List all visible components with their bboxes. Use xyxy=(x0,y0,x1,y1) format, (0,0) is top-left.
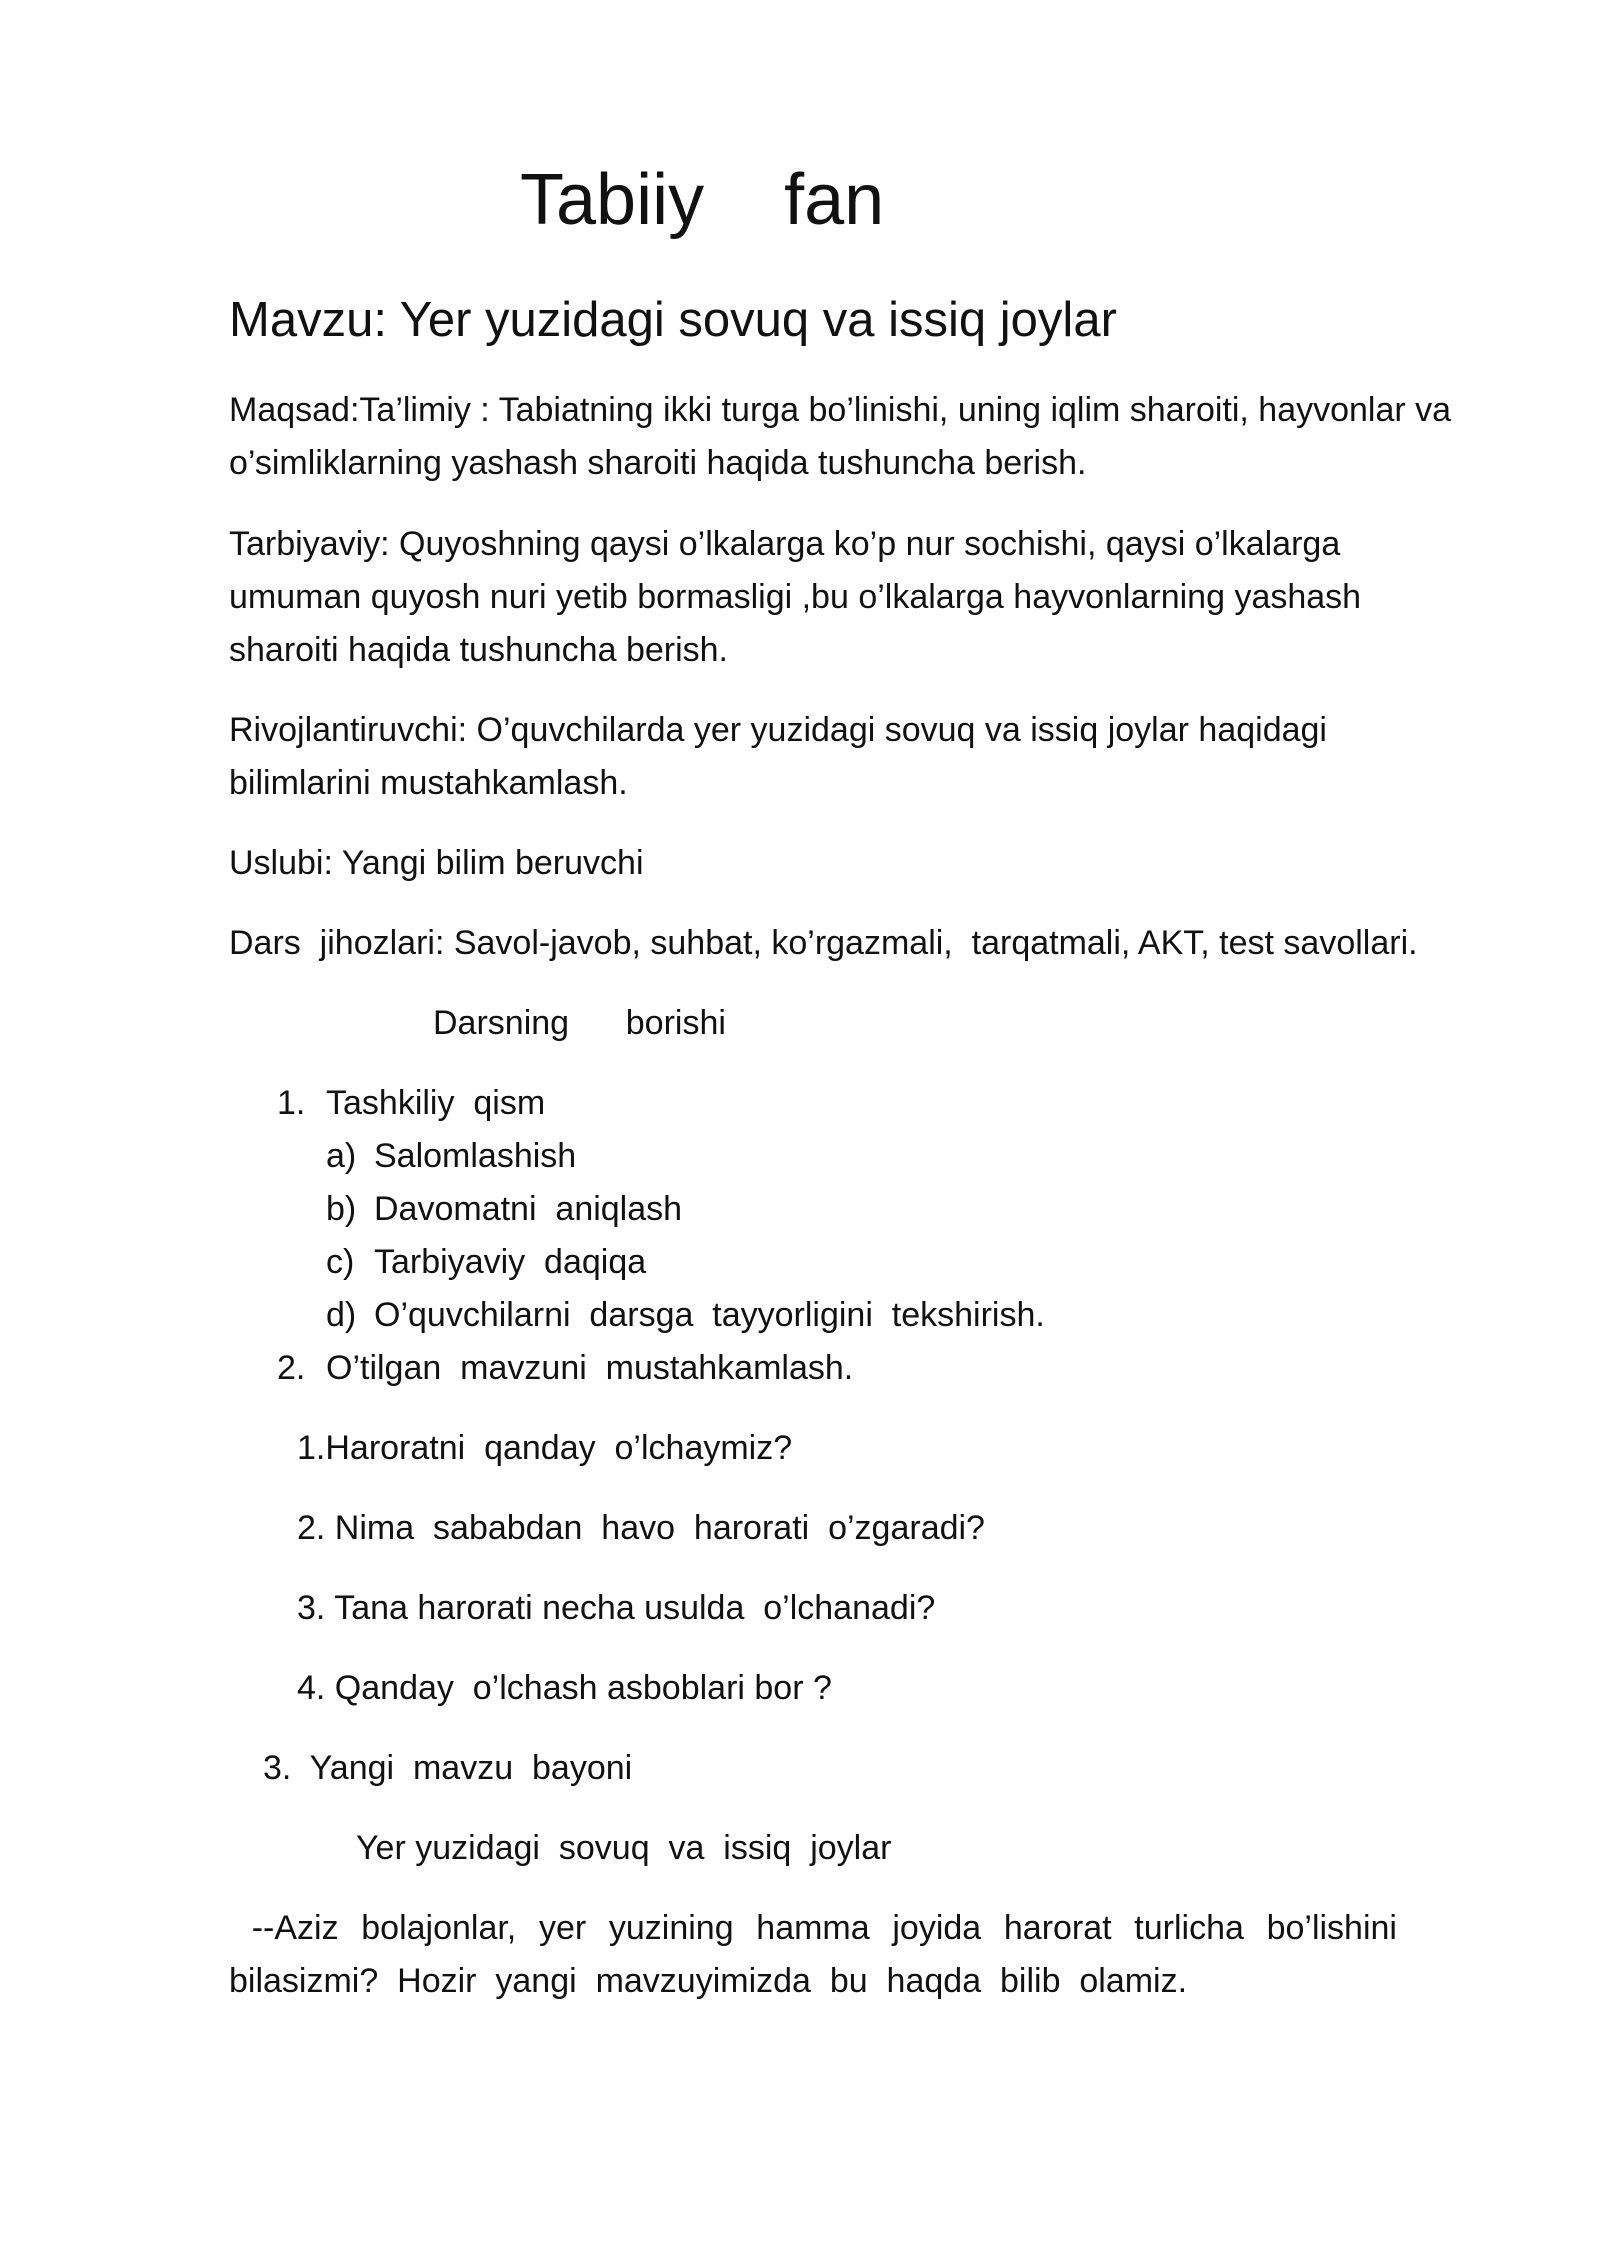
paragraph-maqsad: Maqsad:Ta’limiy : Tabiatning ikki turga bo’linishi, uning iqlim sharoiti, hayvonlar va o’simliklarning yashash sharoiti haqida tushuncha berish. xyxy=(229,391,1470,482)
question-3: 3. Tana harorati necha usulda o’lchanadi? xyxy=(297,1589,936,1627)
new-topic-heading: Yer yuzidagi sovuq va issiq joylar xyxy=(356,1829,892,1867)
document-title: Tabiiy fan xyxy=(520,160,885,240)
question-1: 1.Haroratni qanday o’lchaymiz? xyxy=(297,1429,793,1467)
section-heading-borishi: Darsning borishi xyxy=(433,1004,726,1042)
list-letter: d) xyxy=(326,1296,357,1334)
list-item-text: O’quvchilarni darsga tayyorligini tekshirish. xyxy=(374,1296,1045,1334)
list-number: 1. xyxy=(277,1084,306,1122)
paragraph-rivojlantiruvchi: Rivojlantiruvchi: O’quvchilarda yer yuzidagi sovuq va issiq joylar haqidagi bilimlarini mustahkamlash. xyxy=(229,711,1337,802)
question-4: 4. Qanday o’lchash asboblari bor ? xyxy=(297,1669,832,1707)
list-item-text: Tarbiyaviy daqiqa xyxy=(374,1243,647,1281)
paragraph-closing: --Aziz bolajonlar, yer yuzining hamma joyida harorat turlicha bo’lishini bilasizmi? Hozir yangi mavzuyimizda bu haqda bilib olamiz. xyxy=(229,1909,1407,2000)
lesson-topic: Mavzu: Yer yuzidagi sovuq va issiq joylar xyxy=(229,293,1117,347)
list-item-text: Tashkiliy qism xyxy=(326,1084,546,1122)
list-letter: c) xyxy=(326,1243,355,1281)
list-item-text: Salomlashish xyxy=(374,1137,577,1175)
question-2: 2. Nima sababdan havo harorati o’zgaradi? xyxy=(297,1509,985,1547)
list-letter: a) xyxy=(326,1137,357,1175)
list-item-text: O’tilgan mavzuni mustahkamlash. xyxy=(326,1349,854,1387)
paragraph-jihozlar: Dars jihozlari: Savol-javob, suhbat, ko’rgazmali, tarqatmali, AKT, test savollari. xyxy=(229,924,1418,962)
list-number: 2. xyxy=(277,1349,306,1387)
list-letter: b) xyxy=(326,1190,357,1228)
paragraph-uslubi: Uslubi: Yangi bilim beruvchi xyxy=(229,844,644,882)
list-item-text: Davomatni aniqlash xyxy=(374,1190,683,1228)
step-3-heading: 3. Yangi mavzu bayoni xyxy=(263,1749,633,1787)
paragraph-tarbiyaviy: Tarbiyaviy: Quyoshning qaysi o’lkalarga ko’p nur sochishi, qaysi o’lkalarga umuman quyosh nuri yetib bormasligi ,bu o’lkalarga hayvonlarning yashash sharoiti haqida tushuncha berish. xyxy=(229,525,1371,669)
